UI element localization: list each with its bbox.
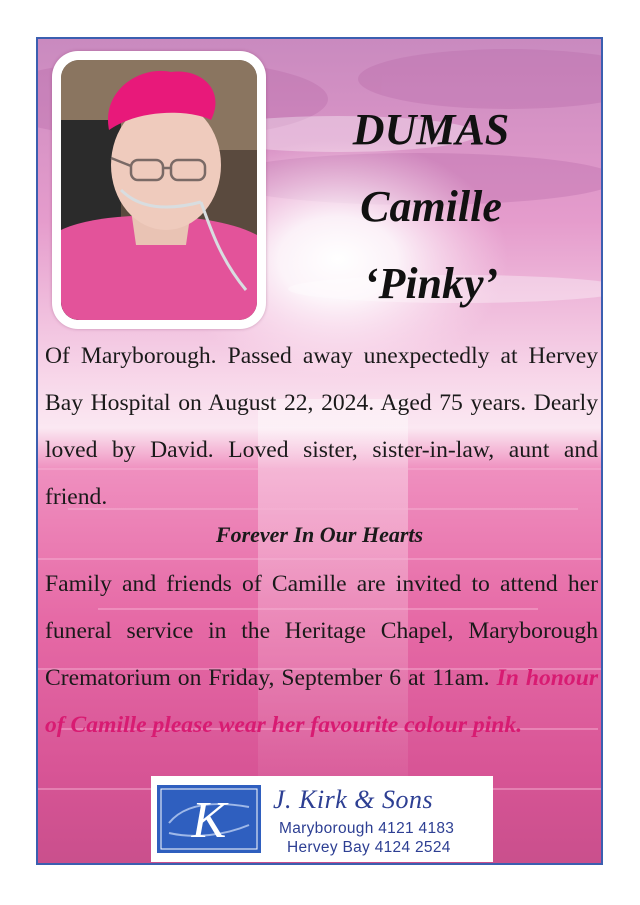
motto: Forever In Our Hearts — [215, 522, 424, 547]
monogram-emblem — [155, 783, 263, 855]
firm-phone-maryborough: Maryborough 4121 4183 — [279, 820, 455, 837]
surname: DUMAS — [352, 105, 510, 154]
given-name: Camille — [360, 182, 502, 231]
death-notice — [36, 37, 603, 865]
funeral-director-logo — [151, 776, 493, 862]
portrait-photo-frame — [52, 51, 266, 329]
portrait-photo — [61, 60, 257, 320]
firm-phone-hervey-bay: Hervey Bay 4124 2524 — [287, 839, 451, 856]
funeral-details — [45, 561, 598, 749]
firm-name: J. Kirk & Sons — [273, 785, 434, 814]
funeral-details-text: Family and friends of Camille are invited to attend her funeral service in the Heritage Chapel, Maryborough Crematorium on Friday, September 6 at 11am. — [45, 571, 598, 691]
pink-request: In honour of Camille please wear her favourite colour pink. — [45, 665, 599, 738]
nickname: ‘Pinky’ — [363, 259, 499, 308]
notice-paragraph: Of Maryborough. Passed away unexpectedly at Hervey Bay Hospital on August 22, 2024. Aged 75 years. Dearly loved by David. Loved sister, sister-in-law, aunt and friend. — [45, 343, 598, 510]
name-heading — [283, 91, 579, 322]
monogram-letter: K — [191, 792, 227, 849]
